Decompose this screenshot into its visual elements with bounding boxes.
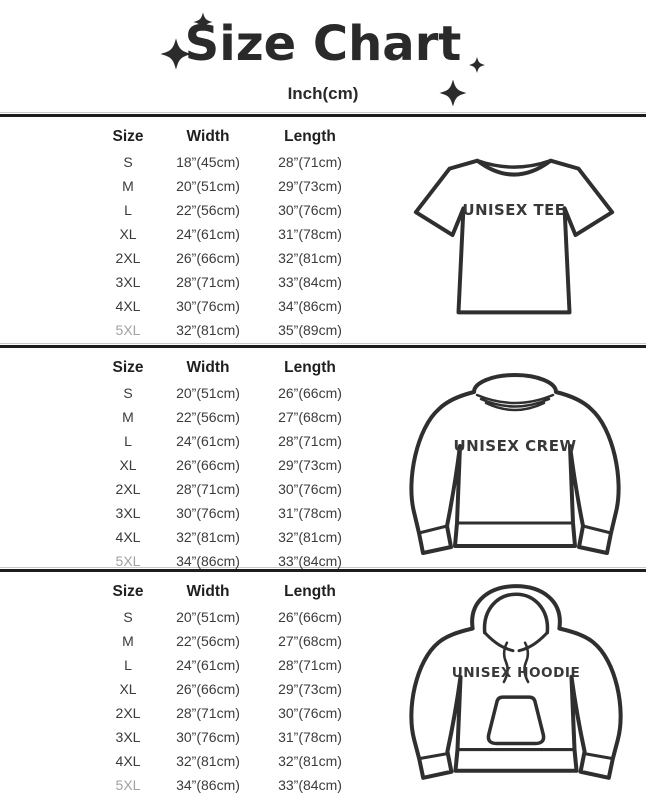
width-cell: 32”(81cm) [176, 322, 240, 338]
col-header-size: Size [112, 359, 144, 376]
size-table [97, 124, 363, 342]
length-cell: 26”(66cm) [278, 385, 342, 401]
table-row [97, 270, 363, 294]
col-header-width: Width [186, 359, 230, 376]
size-cell: 3XL [115, 274, 141, 290]
table-row [97, 677, 363, 701]
width-cell: 20”(51cm) [176, 178, 240, 194]
table-row [97, 405, 363, 429]
width-cell: 28”(71cm) [176, 481, 240, 497]
width-cell: 30”(76cm) [176, 298, 240, 314]
col-header-width: Width [186, 583, 230, 600]
size-cell: 4XL [115, 753, 141, 769]
width-cell: 30”(76cm) [176, 729, 240, 745]
col-header-width: Width [186, 128, 230, 145]
length-cell: 34”(86cm) [278, 298, 342, 314]
size-cell: 5XL [115, 553, 141, 569]
table-row [97, 246, 363, 270]
table-row [97, 725, 363, 749]
size-cell: S [123, 385, 133, 401]
length-cell: 32”(81cm) [278, 529, 342, 545]
width-cell: 32”(81cm) [176, 753, 240, 769]
size-table [97, 579, 363, 797]
size-cell: M [122, 409, 134, 425]
size-cell: M [122, 633, 134, 649]
width-cell: 24”(61cm) [176, 226, 240, 242]
length-cell: 31”(78cm) [278, 505, 342, 521]
size-cell: 3XL [115, 729, 141, 745]
width-cell: 34”(86cm) [176, 553, 240, 569]
section-crew [0, 348, 646, 567]
tee-art-zone [400, 117, 646, 343]
hoodie-illustration [400, 576, 632, 793]
table-row [97, 150, 363, 174]
length-cell: 30”(76cm) [278, 481, 342, 497]
table-header-row [97, 579, 363, 605]
length-cell: 28”(71cm) [278, 433, 342, 449]
width-cell: 24”(61cm) [176, 657, 240, 673]
col-header-length: Length [284, 359, 336, 376]
table-row [97, 318, 363, 342]
width-cell: 24”(61cm) [176, 433, 240, 449]
col-header-length: Length [284, 128, 336, 145]
size-cell: 4XL [115, 298, 141, 314]
width-cell: 34”(86cm) [176, 777, 240, 793]
length-cell: 28”(71cm) [278, 657, 342, 673]
size-cell: L [124, 202, 132, 218]
crew-illustration [400, 356, 630, 566]
length-cell: 33”(84cm) [278, 553, 342, 569]
size-cell: 2XL [115, 705, 141, 721]
length-cell: 30”(76cm) [278, 202, 342, 218]
table-row [97, 174, 363, 198]
section-tee [0, 117, 646, 343]
size-cell: 2XL [115, 250, 141, 266]
crew-art-zone [400, 348, 646, 567]
size-cell: S [123, 154, 133, 170]
size-cell: XL [119, 226, 137, 242]
width-cell: 22”(56cm) [176, 409, 240, 425]
size-cell: 2XL [115, 481, 141, 497]
length-cell: 29”(73cm) [278, 178, 342, 194]
table-row [97, 629, 363, 653]
garment-label: UNISEX TEE [462, 201, 566, 220]
table-row [97, 773, 363, 797]
length-cell: 27”(68cm) [278, 409, 342, 425]
hoodie-table-zone [0, 572, 400, 795]
tee-table-zone [0, 117, 400, 343]
size-cell: S [123, 609, 133, 625]
length-cell: 31”(78cm) [278, 226, 342, 242]
length-cell: 33”(84cm) [278, 777, 342, 793]
table-row [97, 477, 363, 501]
length-cell: 28”(71cm) [278, 154, 342, 170]
table-row [97, 501, 363, 525]
table-row [97, 749, 363, 773]
table-header-row [97, 124, 363, 150]
size-table [97, 355, 363, 573]
table-row [97, 222, 363, 246]
table-row [97, 453, 363, 477]
hoodie-art-zone [400, 572, 646, 795]
table-row [97, 605, 363, 629]
col-header-size: Size [112, 128, 144, 145]
width-cell: 22”(56cm) [176, 202, 240, 218]
size-cell: 3XL [115, 505, 141, 521]
width-cell: 22”(56cm) [176, 633, 240, 649]
page-title: Size Chart [184, 16, 462, 72]
header [0, 0, 646, 112]
size-cell: 5XL [115, 322, 141, 338]
size-cell: XL [119, 457, 137, 473]
size-cell: L [124, 657, 132, 673]
length-cell: 35”(89cm) [278, 322, 342, 338]
width-cell: 20”(51cm) [176, 385, 240, 401]
width-cell: 18”(45cm) [176, 154, 240, 170]
length-cell: 26”(66cm) [278, 609, 342, 625]
width-cell: 26”(66cm) [176, 681, 240, 697]
sparkle-right-icon [428, 52, 490, 114]
length-cell: 29”(73cm) [278, 681, 342, 697]
tee-illustration [400, 141, 628, 333]
length-cell: 27”(68cm) [278, 633, 342, 649]
width-cell: 28”(71cm) [176, 705, 240, 721]
table-header-row [97, 355, 363, 381]
table-row [97, 429, 363, 453]
size-cell: 4XL [115, 529, 141, 545]
length-cell: 29”(73cm) [278, 457, 342, 473]
section-hoodie [0, 572, 646, 795]
col-header-size: Size [112, 583, 144, 600]
width-cell: 28”(71cm) [176, 274, 240, 290]
table-body [97, 150, 363, 342]
width-cell: 26”(66cm) [176, 457, 240, 473]
table-row [97, 381, 363, 405]
garment-label: UNISEX HOODIE [451, 664, 581, 681]
crew-table-zone [0, 348, 400, 567]
col-header-length: Length [284, 583, 336, 600]
table-row [97, 294, 363, 318]
table-row [97, 525, 363, 549]
units-subtitle: Inch(cm) [287, 84, 359, 103]
table-body [97, 381, 363, 573]
length-cell: 33”(84cm) [278, 274, 342, 290]
width-cell: 32”(81cm) [176, 529, 240, 545]
length-cell: 32”(81cm) [278, 250, 342, 266]
size-cell: M [122, 178, 134, 194]
length-cell: 30”(76cm) [278, 705, 342, 721]
size-cell: 5XL [115, 777, 141, 793]
garment-label: UNISEX CREW [453, 437, 577, 455]
table-row [97, 701, 363, 725]
size-cell: XL [119, 681, 137, 697]
table-row [97, 549, 363, 573]
size-cell: L [124, 433, 132, 449]
width-cell: 26”(66cm) [176, 250, 240, 266]
width-cell: 20”(51cm) [176, 609, 240, 625]
length-cell: 32”(81cm) [278, 753, 342, 769]
width-cell: 30”(76cm) [176, 505, 240, 521]
table-row [97, 653, 363, 677]
length-cell: 31”(78cm) [278, 729, 342, 745]
table-row [97, 198, 363, 222]
table-body [97, 605, 363, 797]
